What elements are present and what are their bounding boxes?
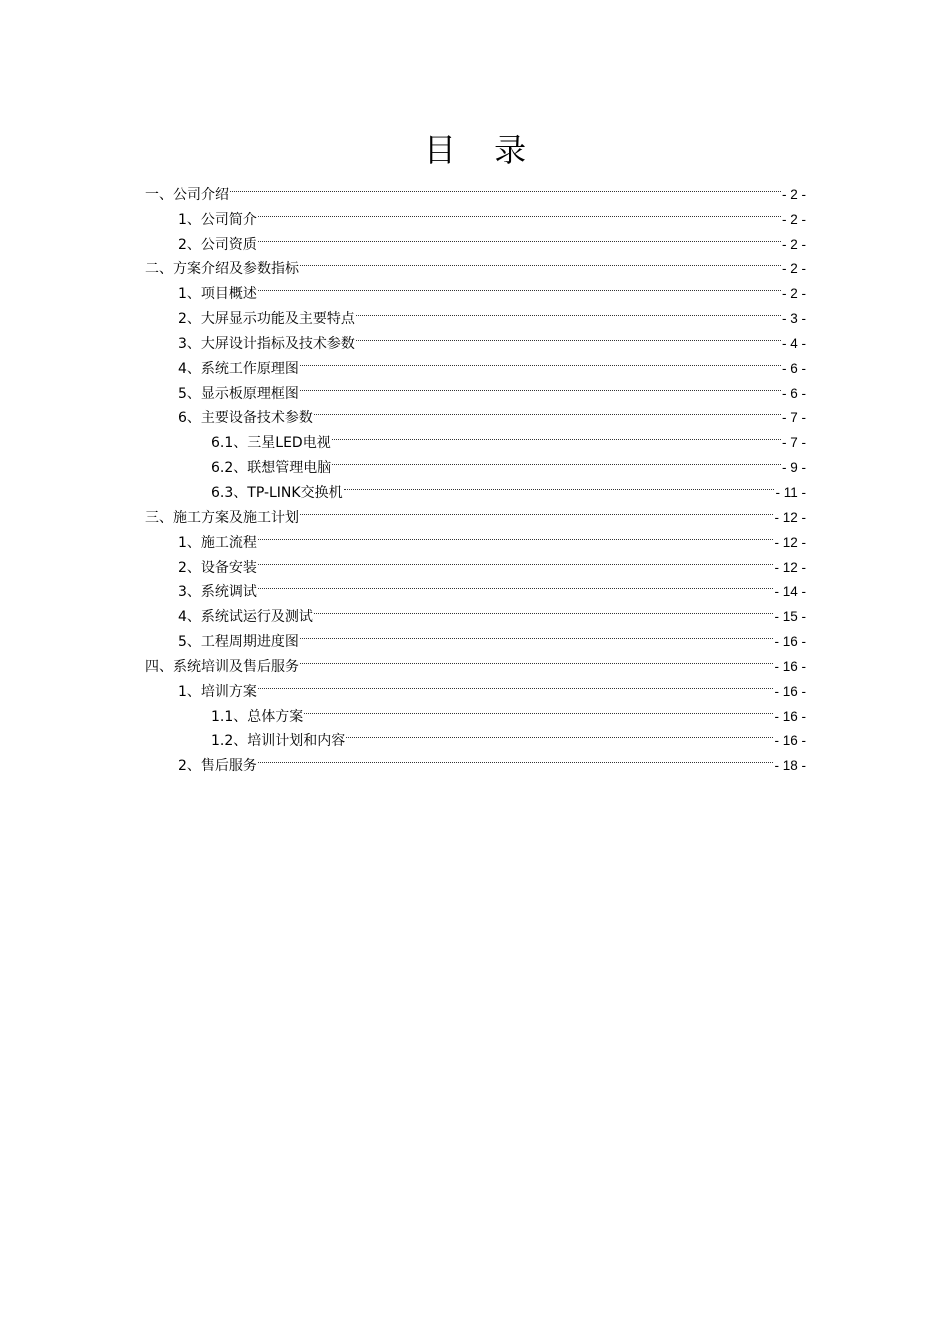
dot-leader [299, 621, 775, 646]
dot-leader [257, 572, 775, 597]
dot-leader [257, 273, 782, 298]
toc-entry[interactable] [145, 174, 806, 203]
dot-leader [257, 745, 775, 770]
toc-entry-text: 3、大屏设计指标及技术参数 [178, 335, 355, 352]
toc-page-number: - 6 - [781, 360, 806, 376]
toc-page-number: - 7 - [781, 435, 806, 451]
toc-page-number: - 7 - [781, 410, 806, 426]
toc-page-number: - 9 - [781, 460, 806, 476]
toc-entry-text: 1.2、培训计划和内容 [211, 733, 346, 750]
toc-entry-text: 1、公司简介 [178, 211, 257, 228]
toc-entry-text: 1.1、总体方案 [211, 708, 304, 725]
toc-entry-text: 3、系统调试 [178, 584, 257, 601]
toc-entry-text: 5、显示板原理框图 [178, 385, 299, 402]
dot-leader [299, 348, 782, 373]
toc-page-number: - 4 - [781, 335, 806, 351]
dot-leader [299, 373, 782, 398]
dot-leader [313, 596, 775, 621]
table-of-contents [145, 174, 806, 775]
toc-entry-text: 三、施工方案及施工计划 [145, 509, 299, 526]
toc-entry-text: 1、培训方案 [178, 683, 257, 700]
toc-page-number: - 2 - [781, 286, 806, 302]
dot-leader [343, 472, 776, 497]
toc-page-number: - 2 - [781, 186, 806, 202]
toc-page-number: - 2 - [781, 211, 806, 227]
dot-leader [257, 671, 775, 696]
dot-leader [313, 398, 782, 423]
toc-page-number: - 12 - [774, 559, 806, 575]
dot-leader [331, 422, 782, 447]
dot-leader [331, 447, 782, 472]
toc-page-number: - 11 - [775, 484, 806, 500]
toc-page-number: - 14 - [774, 584, 806, 600]
toc-entry-text: 2、设备安装 [178, 559, 257, 576]
toc-page-number: - 15 - [774, 609, 806, 625]
dot-leader [229, 174, 782, 199]
toc-page-number: - 16 - [774, 683, 806, 699]
toc-page-number: - 16 - [774, 708, 806, 724]
toc-entry-text: 1、项目概述 [178, 286, 257, 303]
toc-entry-text: 2、售后服务 [178, 758, 257, 775]
toc-page-number: - 16 - [774, 658, 806, 674]
toc-entry-text: 一、公司介绍 [145, 186, 229, 203]
toc-page-number: - 6 - [781, 385, 806, 401]
dot-leader [257, 522, 775, 547]
toc-page-number: - 12 - [774, 534, 806, 550]
toc-entry-text: 1、施工流程 [178, 534, 257, 551]
toc-page-number: - 2 - [781, 236, 806, 252]
toc-page-number: - 2 - [781, 261, 806, 277]
dot-leader [299, 497, 774, 522]
toc-entry[interactable] [145, 199, 806, 228]
dot-leader [355, 323, 782, 348]
toc-entry-text: 6.2、联想管理电脑 [211, 460, 332, 477]
toc-entry-text: 5、工程周期进度图 [178, 634, 299, 651]
toc-entry-text: 6、主要设备技术参数 [178, 410, 313, 427]
toc-entry-text: 2、大屏显示功能及主要特点 [178, 311, 355, 328]
toc-entry-text: 6.1、三星LED电视 [211, 435, 331, 452]
toc-entry-text: 4、系统试运行及测试 [178, 609, 313, 626]
toc-entry-text: 6.3、TP-LINK交换机 [211, 484, 343, 501]
dot-leader [257, 224, 782, 249]
toc-title: 目 录 [423, 131, 541, 169]
toc-page-number: - 16 - [774, 733, 806, 749]
toc-entry-text: 四、系统培训及售后服务 [145, 658, 299, 675]
toc-entry-text: 2、公司资质 [178, 236, 257, 253]
toc-page-number: - 16 - [774, 634, 806, 650]
toc-entry-text: 4、系统工作原理图 [178, 360, 299, 377]
dot-leader [345, 721, 774, 746]
dot-leader [299, 646, 774, 671]
toc-page-number: - 12 - [774, 509, 806, 525]
dot-leader [303, 696, 774, 721]
dot-leader [257, 547, 775, 572]
dot-leader [299, 249, 782, 274]
toc-page-number: - 3 - [781, 311, 806, 327]
toc-entry-text: 二、方案介绍及参数指标 [145, 261, 299, 278]
dot-leader [257, 199, 782, 224]
toc-page-number: - 18 - [774, 758, 806, 774]
dot-leader [355, 298, 782, 323]
